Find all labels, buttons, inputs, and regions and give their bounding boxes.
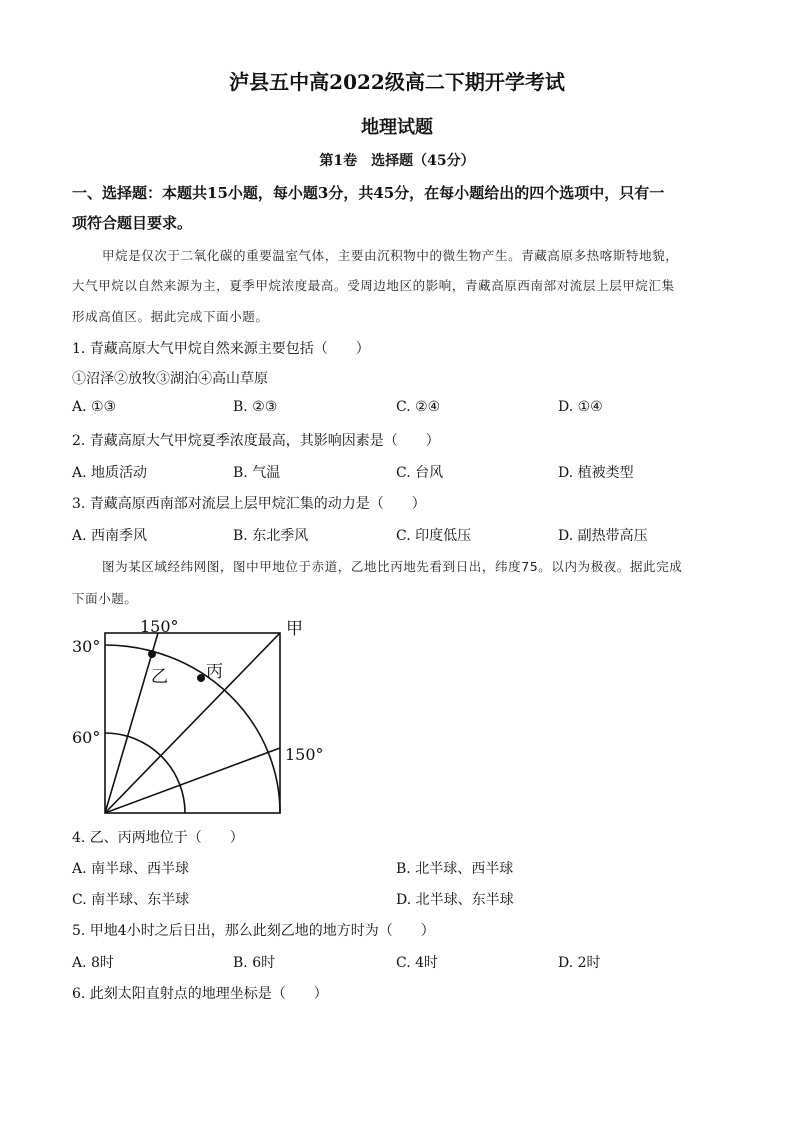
label-bing: 丙 xyxy=(206,662,223,682)
question-3-stem: 3. 青藏高原西南部对流层上层甲烷汇集的动力是（ ） xyxy=(72,496,426,512)
q2-option-c[interactable]: C. 台风 xyxy=(396,465,444,481)
q4-option-a[interactable]: A. 南半球、西半球 xyxy=(72,861,190,877)
question-6-stem: 6. 此刻太阳直射点的地理坐标是（ ） xyxy=(72,986,328,1002)
question-2-stem: 2. 青藏高原大气甲烷夏季浓度最高，其影响因素是（ ） xyxy=(72,433,440,449)
q2-option-d[interactable]: D. 植被类型 xyxy=(558,465,634,481)
arc-30-latitude xyxy=(105,645,280,813)
question-4-stem: 4. 乙、丙两地位于（ ） xyxy=(72,830,244,846)
subject-title: 地理试题 xyxy=(361,117,433,138)
exam-title: 泸县五中高2022级高二下期开学考试 xyxy=(229,70,565,94)
q5-option-d[interactable]: D. 2时 xyxy=(558,955,601,971)
passage1-line1: 甲烷是仅次于二氧化碳的重要温室气体，主要由沉积物中的微生物产生。青藏高原多热喀斯特地貌， xyxy=(102,248,679,263)
q5-option-c[interactable]: C. 4时 xyxy=(396,955,439,971)
lat-long-grid-figure xyxy=(70,612,330,824)
label-jia: 甲 xyxy=(286,619,303,639)
q1-option-b[interactable]: B. ②③ xyxy=(233,399,278,415)
passage2-line1: 图为某区域经纬网图，图中甲地位于赤道，乙地比丙地先看到日出，纬度75。以内为极夜。据此完成 xyxy=(102,559,683,574)
q1-option-c[interactable]: C. ②④ xyxy=(396,399,441,415)
label-150-top: 150° xyxy=(140,617,179,636)
q5-option-b[interactable]: B. 6时 xyxy=(233,955,276,971)
question-1-stem: 1. 青藏高原大气甲烷自然来源主要包括（ ） xyxy=(72,341,370,357)
q3-option-a[interactable]: A. 西南季风 xyxy=(72,528,148,544)
label-yi: 乙 xyxy=(151,667,168,687)
section-instructions-line1: 一、选择题：本题共15小题，每小题3分，共45分，在每小题给出的四个选项中，只有一 xyxy=(72,184,665,202)
passage1-line3: 形成高值区。据此完成下面小题。 xyxy=(72,309,269,324)
q4-option-b[interactable]: B. 北半球、西半球 xyxy=(396,861,514,877)
passage1-line2: 大气甲烷以自然来源为主，夏季甲烷浓度最高。受周边地区的影响，青藏高原西南部对流层上层甲烷汇集 xyxy=(72,278,675,293)
meridian-150-right xyxy=(105,748,280,813)
q4-option-d[interactable]: D. 北半球、东半球 xyxy=(396,892,514,908)
label-150-right: 150° xyxy=(285,745,324,764)
q3-option-c[interactable]: C. 印度低压 xyxy=(396,528,472,544)
q3-option-b[interactable]: B. 东北季风 xyxy=(233,528,309,544)
q5-option-a[interactable]: A. 8时 xyxy=(72,955,114,971)
q2-option-a[interactable]: A. 地质活动 xyxy=(72,465,148,481)
passage2-line2: 下面小题。 xyxy=(72,591,138,606)
label-60: 60° xyxy=(72,728,101,747)
q1-option-d[interactable]: D. ①④ xyxy=(558,399,603,415)
section-instructions-line2: 项符合题目要求。 xyxy=(72,214,193,232)
point-bing xyxy=(197,674,205,682)
question-1-sub: ①沼泽②放牧③湖泊④高山草原 xyxy=(72,371,268,387)
label-30: 30° xyxy=(72,637,101,656)
q4-option-c[interactable]: C. 南半球、东半球 xyxy=(72,892,190,908)
q2-option-b[interactable]: B. 气温 xyxy=(233,465,281,481)
section-label: 第1卷 选择题（45分） xyxy=(319,153,475,169)
point-yi xyxy=(148,650,156,658)
q1-option-a[interactable]: A. ①③ xyxy=(72,399,117,415)
question-5-stem: 5. 甲地4小时之后日出，那么此刻乙地的地方时为（ ） xyxy=(72,923,435,939)
q3-option-d[interactable]: D. 副热带高压 xyxy=(558,528,648,544)
